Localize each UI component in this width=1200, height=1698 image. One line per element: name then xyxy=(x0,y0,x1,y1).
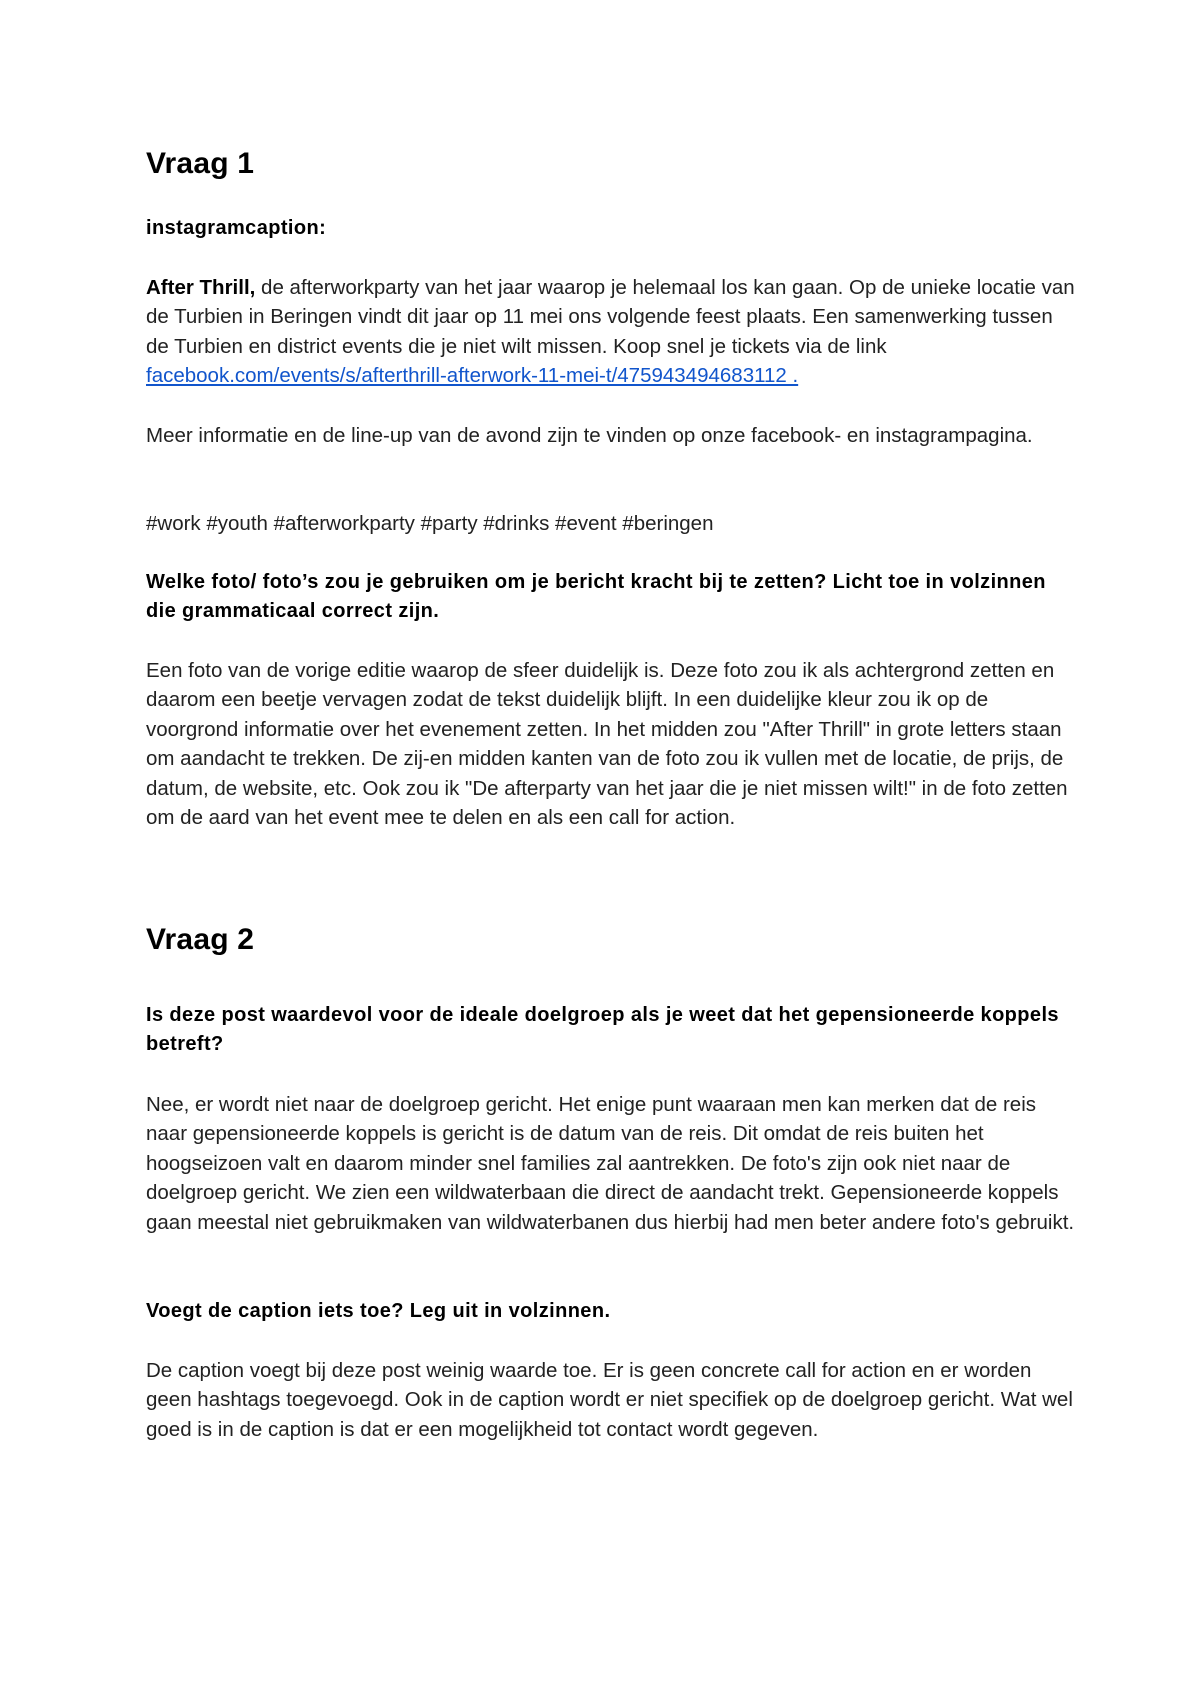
more-info-paragraph: Meer informatie en de line-up van de avond zijn te vinden op onze facebook- en instagrampagina. xyxy=(146,424,1033,447)
vraag2-question-1: Is deze post waardevol voor de ideale doelgroep als je weet dat het gepensioneerde koppels betreft? xyxy=(146,1004,1059,1055)
vraag1-heading: Vraag 1 xyxy=(146,147,255,180)
event-link[interactable]: facebook.com/events/s/afterthrill-afterwork-11-mei-t/475943494683112 . xyxy=(146,364,799,388)
vraag2-answer-1: Nee, er wordt niet naar de doelgroep gericht. Het enige punt waaraan men kan merken dat de reis naar gepensioneerde koppels is gericht is de datum van de reis. Dit omdat de reis buiten het hoogseizoen valt en daarom minder snel families zal aantrekken. De foto's zijn ook niet naar de doelgroep gericht. We zien een wildwaterbaan die direct de aandacht trekt. Gepensioneerde koppels gaan meestal niet gebruikmaken van wildwaterbanen dus hierbij had men beter andere foto's gebruikt. xyxy=(146,1093,1075,1234)
vraag2-question-2: Voegt de caption iets toe? Leg uit in volzinnen. xyxy=(146,1300,611,1322)
instagram-caption-label: instagramcaption: xyxy=(146,217,327,239)
vraag2-heading: Vraag 2 xyxy=(146,923,255,956)
caption-paragraph xyxy=(146,273,1076,391)
vraag2-answer-2: De caption voegt bij deze post weinig waarde toe. Er is geen concrete call for action en er worden geen hashtags toegevoegd. Ook in de caption wordt er niet specifiek op de doelgroep gericht. Wat wel goed is in de caption is dat er een mogelijkheid tot contact wordt gegeven. xyxy=(146,1359,1073,1441)
event-name: After Thrill, xyxy=(146,276,256,299)
hashtags: #work #youth #afterworkparty #party #drinks #event #beringen xyxy=(146,512,714,535)
vraag1-answer: Een foto van de vorige editie waarop de sfeer duidelijk is. Deze foto zou ik als achtergrond zetten en daarom een beetje vervagen zodat de tekst duidelijk blijft. In een duidelijke kleur zou ik op de voorgrond informatie over het evenement zetten. In het midden zou "After Thrill" in grote letters staan om aandacht te trekken. De zij-en midden kanten van de foto zou ik vullen met de locatie, de prijs, de datum, de website, etc. Ook zou ik "De afterparty van het jaar die je niet missen wilt!" in de foto zetten om de aard van het event mee te delen en als een call for action. xyxy=(146,659,1068,830)
caption-text: de afterworkparty van het jaar waarop je helemaal los kan gaan. Op de unieke locatie van de Turbien in Beringen vindt dit jaar op 11 mei ons volgende feest plaats. Een samenwerking tussen de Turbien en district events die je niet wilt missen. Koop snel je tickets via de link xyxy=(146,276,1075,358)
vraag1-question: Welke foto/ foto’s zou je gebruiken om je bericht kracht bij te zetten? Licht toe in volzinnen die grammaticaal correct zijn. xyxy=(146,571,1046,622)
